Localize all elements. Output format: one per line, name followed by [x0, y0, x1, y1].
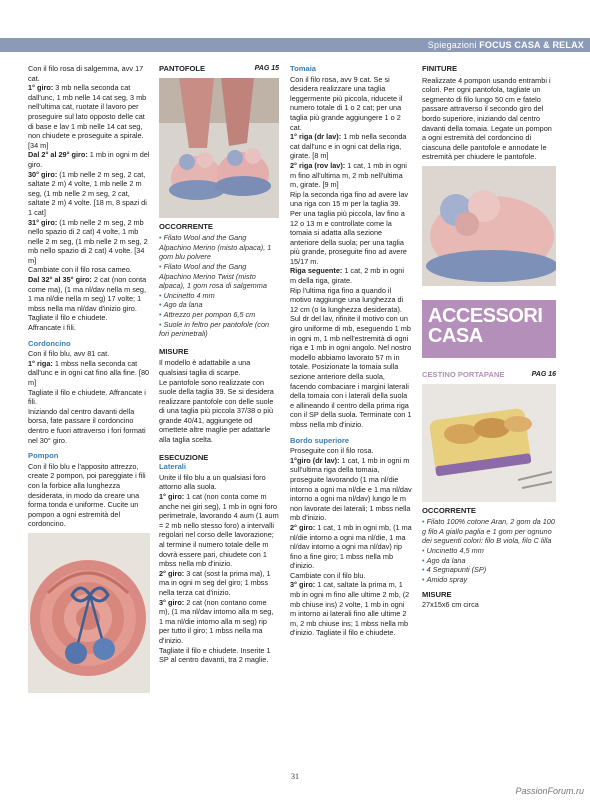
paragraph: Con il filo blu, avv 81 cat. — [28, 349, 110, 359]
section-header — [428, 38, 584, 52]
supply-item: • Filato Wool and the Gang Alpachino Merino (misto alpaca), 1 gom blu polvere — [159, 233, 279, 262]
banner-line: CASA — [428, 324, 483, 347]
tomaia-heading: Tomaia — [290, 64, 317, 73]
watermark: PassionForum.ru — [515, 786, 584, 796]
paragraph: Proseguite con il filo rosa. — [290, 446, 374, 456]
column-1 — [28, 64, 150, 697]
supply-item: • Filato 100% cotone Aran, 2 gom da 100 g filo A giallo paglia e 1 gom per ognuno dei seguenti colori: filo B viola, filo C lilla — [422, 517, 556, 546]
column-3 — [290, 64, 412, 638]
paragraph: 2° giro: 3 cat (sost la prima ma), 1 ma in ogni m seg del giro; 1 mbss nella terza cat d'inizio. — [159, 568, 271, 597]
pantofole-heading: PANTOFOLE PAG 15 — [159, 64, 279, 73]
paragraph: Sul dr del lav, rifinite il motivo con un giro uniforme di mb, eseguendo 1 mb in ogni m, 1 mb nell'estremità di ogni riga e 1 mb in ogni angolo. Nel nostro modello abbiamo lavorato 57 m in totale. Posizionate la tomaia sulla sezione anteriore della suola, facendo combaciare i margini laterali della tomaia con i laterali della suola e allineando il centro della prima riga con il SP della suola. Terminate con 1 mbss nella mb d'inizio. — [290, 314, 412, 429]
column-2 — [159, 64, 279, 665]
occorrente-heading: OCCORRENTE — [422, 505, 477, 515]
paragraph: 1° riga: 1 mbss nella seconda cat dall'unc e in ogni cat fino alla fine. [80 m] — [28, 358, 150, 387]
paragraph: 3° giro: 1 cat, saltate la prima m, 1 mb in ogni m fino alle ultime 2 mb, (2 mb chiuse ins) 2 volte, 1 mb in ogni m intorno ai laterali fino alle ultime 2 m, 2 mb chiuse ins; 1 mbss nella mb d'inizio. Tagliate il filo e chiudete. — [290, 580, 410, 638]
laterali-heading: Laterali — [159, 462, 187, 472]
slippers-photo — [159, 78, 279, 218]
page-number: 31 — [291, 772, 299, 781]
supply-item: • Ago da lana — [159, 300, 279, 310]
page-reference: PAG 15 — [254, 65, 279, 72]
paragraph: 1°giro (dr lav): 1 cat, 1 mb in ogni m sull'ultima riga della tomaia, proseguite lavorando (1 ma nl/die intorno a ogni ma nl/die e 1 ma nl/dav intorno a ogni ma nl/dav) lungo le m non lavorate dei laterali; 1 mbss nella mb d'inizio. — [290, 455, 412, 523]
paragraph: Rip l'ultima riga fino a quando il motivo raggiunge una lunghezza di 12 cm (o la lunghezza desiderata). — [290, 285, 404, 314]
bordo-heading: Bordo superiore — [290, 435, 350, 445]
cestino-heading: CESTINO PORTAPANE PAG 16 — [422, 369, 556, 379]
paragraph: 31° giro: (1 mb nelle 2 m seg, 2 mb nello spazio di 2 cat) 4 volte, 1 mb nelle 2 m seg, (1 mb nelle 2 m seg, 2 mb nello spazio di 2 cat) 4 volte. [34 m] — [28, 217, 148, 265]
paragraph: Riga seguente: 1 cat, 2 mb in ogni m della riga, girate. — [290, 266, 404, 286]
accessori-casa-banner — [422, 300, 556, 358]
paragraph: Tagliate il filo e chiudete. Inserite 1 SP al centro davanti, tra 2 maglie. — [159, 645, 271, 665]
section-title: FOCUS CASA & RELAX — [479, 40, 584, 50]
paragraph: 2° giro: 1 cat, 1 mb in ogni mb, (1 ma nl/die intorno a ogni ma nl/die, 1 ma nl/dav intorno a ogni ma nl/dav) rip fino a fine giro; 1 mbss nella mb d'inizio. — [290, 522, 412, 571]
bread-basket-photo — [422, 384, 556, 502]
misure-heading: MISURE — [159, 346, 189, 356]
paragraph: Tagliate il filo e chiudete. — [28, 313, 108, 323]
page-reference: PAG 16 — [531, 370, 556, 378]
column-4 — [422, 64, 556, 609]
pompon-heading: Pompon — [28, 451, 59, 461]
paragraph: Il modello è adattabile a una qualsiasi taglia di scarpe. — [159, 358, 251, 377]
misure-heading: MISURE — [422, 590, 452, 600]
paragraph: Cambiate con il filo rosa cameo. — [28, 265, 132, 275]
supply-item: • Attrezzo per pompon 6,5 cm — [159, 310, 279, 320]
cordoncino-heading: Cordoncino — [28, 338, 71, 348]
section-label: Spiegazioni — [427, 40, 477, 50]
paragraph: Rip la seconda riga fino ad avere lav una riga con 15 m per la taglia 39. Per una taglia più piccola, lav fino a 12 o 13 m e controllate come la tomaia si adatta alla sezione anteriore della suola; per una taglia più grande, proseguite fino ad avere 15/17 m. — [290, 189, 409, 266]
paragraph: Con il filo rosa di salgemma, avv 17 cat. — [28, 64, 144, 83]
paragraph: Dal 32° al 35° giro: 2 cat (non conta come ma), (1 ma nl/dav nella m seg, 1 ma nl/die nella m seg) 17 volte; 1 mbss nella ma nl/dav d'inizio giro. — [28, 275, 147, 313]
supply-item: • Suole in feltro per pantofole (con fori perimetrali) — [159, 320, 279, 339]
paragraph: 30° giro: (1 mb nelle 2 m seg, 2 cat, saltate 2 m) 4 volte, 1 mb nelle 2 m seg, (1 mb nelle 2 m seg, 2 cat, saltate 2 m) 4 volte. [18 m, 8 spazi di 1 cat] — [28, 169, 147, 217]
paragraph: 1° giro: 1 cat (non conta come m anche nei giri seg), 1 mb in ogni foro perimetrale, lavorando 4 aum (1 aum = 2 mb nello stesso foro) a intervalli regolari nel corso delle lavorazione; al termine il numero totale delle m dovrà essere pari, chiudete con 1 mbss nella mb d'inizio. — [159, 492, 279, 569]
banner-line: ACCESSORI — [428, 304, 543, 327]
supply-item: • Filato Wool and the Gang Alpachino Merino Twist (misto alpaca), 1 gom rosa di salgemma — [159, 262, 279, 291]
supply-item: • Amido spray — [422, 575, 556, 585]
paragraph: 1° riga (dr lav): 1 mb nella seconda cat dall'unc e in ogni cat della riga, girate. [8 m] — [290, 132, 407, 161]
supplies-list — [422, 517, 556, 584]
paragraph: Unite il filo blu a un qualsiasi foro attorno alla suola. — [159, 472, 266, 492]
supply-item: • Ago da lana — [422, 556, 556, 566]
supply-item: • Uncinetto 4 mm — [159, 291, 279, 301]
paragraph: Affrancate i fili. — [28, 323, 76, 333]
paragraph: 3° giro: 2 cat (non contano come m), (1 ma nl/dav intorno alla m seg, 1 ma nl/die intorno alla m seg) rip per tutto il giro; 1 mbss nella ma d'inizio. — [159, 597, 274, 645]
dimensions: 27x15x6 cm circa — [422, 599, 479, 609]
supply-item: • Uncinetto 4,5 mm — [422, 546, 556, 556]
paragraph: 2° riga (rov lav): 1 cat, 1 mb in ogni m fino all'ultima m, 2 mb nell'ultima m, girate. [9 m] — [290, 160, 407, 190]
crochet-bag-photo — [28, 533, 150, 693]
esecuzione-heading: ESECUZIONE — [159, 452, 209, 462]
paragraph: Cambiate con il filo blu. — [290, 570, 366, 580]
paragraph: Realizzate 4 pompon usando entrambi i colori. Per ogni pantofola, tagliate un segmento di filo lungo 50 cm e fatelo passare attraverso il secondo giro del bordo superiore, iniziando dal centro davanti della tomaia. Legate un pompon a ogni estremità del cordoncino di ciascuna delle pantofole e annodate le estremità per chiudere le pantofole. — [422, 75, 552, 162]
slipper-closeup-photo — [422, 166, 556, 286]
paragraph: Le pantofole sono realizzate con suole della taglia 39. Se si desidera realizzare pantofole con delle suole di una taglia più piccola 37/38 o più grande 40/41, aggiungete od omettete altre maglie per adattarle alla taglia scelta. — [159, 377, 274, 445]
supplies-list — [159, 233, 279, 339]
paragraph: Dal 2° al 29° giro: 1 mb in ogni m del giro. — [28, 150, 150, 169]
paragraph: 1° giro: 3 mb nella seconda cat dall'unc, 1 mb nelle 14 cat seg, 3 mb nell'ultima cat, ruotate il lavoro per proseguire sul lato opposto delle cat di base e lav 1 mb nelle 14 cat seg, non chiudete e proseguite a spirale. [34 m] — [28, 83, 147, 150]
paragraph: Con il filo blu e l'apposito attrezzo, create 2 pompon, poi pareggiate i fili con la forbice alla lunghezza desiderata, in modo da creare una forma tonda e uniforme. Cucite un pompon a ogni estremità del cordoncino. — [28, 461, 146, 529]
occorrente-heading: OCCORRENTE — [159, 221, 214, 231]
supply-item: • 4 Segnapunti (SP) — [422, 565, 556, 575]
paragraph: Iniziando dal centro davanti della borsa, fate passare il cordoncino dentro e fuori attraverso i fori formati nel 30° giro. — [28, 406, 146, 445]
paragraph: Con il filo rosa, avv 9 cat. Se si desidera realizzare una taglia leggermente più piccola, riducete il numero totale di 1 o 2 cat; per una taglia più grande aggiungere 1 o 2 cat. — [290, 74, 403, 132]
paragraph: Tagliate il filo e chiudete. Affrancate i fili. — [28, 387, 146, 407]
finiture-heading: FINITURE — [422, 64, 458, 73]
